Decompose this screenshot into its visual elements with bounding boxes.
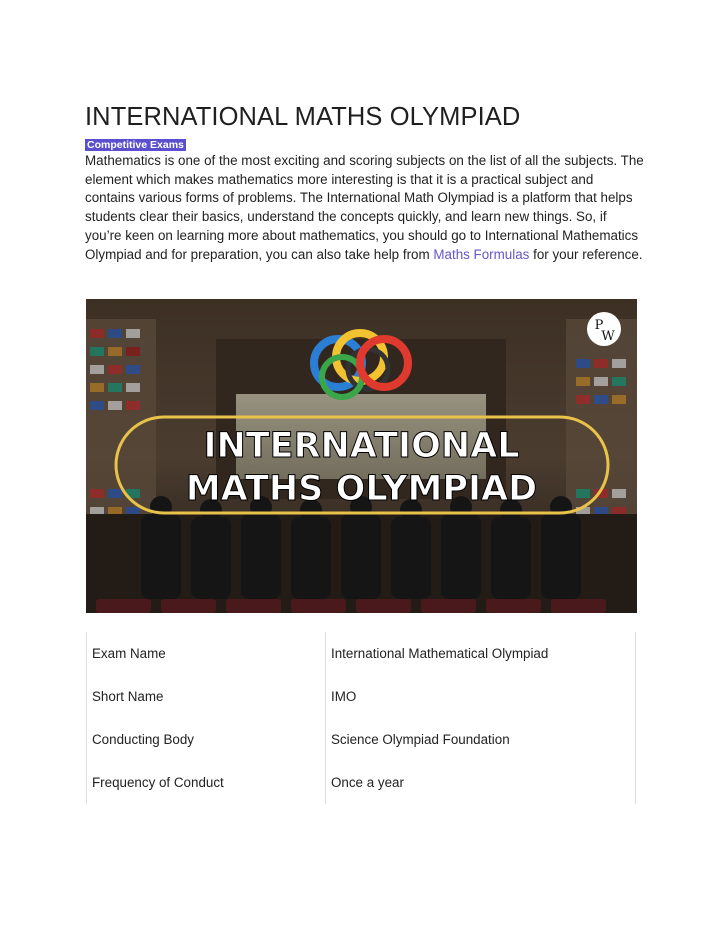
maths-formulas-link[interactable]: Maths Formulas bbox=[433, 246, 530, 262]
banner-headline-line2: MATHS OLYMPIAD bbox=[185, 469, 538, 509]
table-value-cell: Once a year bbox=[326, 761, 636, 804]
table-label-cell: Frequency of Conduct bbox=[87, 761, 326, 804]
table-row bbox=[87, 761, 636, 804]
banner-headline-line1: INTERNATIONAL bbox=[203, 426, 520, 466]
table-value-cell: IMO bbox=[326, 675, 636, 718]
table-label-cell: Short Name bbox=[87, 675, 326, 718]
table-label-cell: Exam Name bbox=[87, 632, 326, 675]
table-value-cell: International Mathematical Olympiad bbox=[326, 632, 636, 675]
svg-text:W: W bbox=[601, 329, 615, 344]
page-title: INTERNATIONAL MATHS OLYMPIAD bbox=[85, 103, 521, 131]
pw-logo-icon bbox=[587, 312, 621, 346]
table-row bbox=[87, 718, 636, 761]
table-row bbox=[87, 675, 636, 718]
category-tag[interactable]: Competitive Exams bbox=[87, 139, 184, 151]
olympiad-banner-image bbox=[86, 299, 637, 613]
intro-text: Mathematics is one of the most exciting and scoring subjects on the list of all the subjects. The element which makes mathematics more interesting is that it is a practical subject and contains various forms of problems. The International Math Olympiad is a platform that helps students clear their basics, understand the concepts quickly, and learn new things. So, if you’re keen on learning more about mathematics, you should go to International Mathematics Olympiad and for preparation, you can also take help from bbox=[85, 153, 644, 262]
intro-paragraph bbox=[85, 152, 645, 264]
exam-info-table bbox=[86, 632, 636, 804]
table-row bbox=[87, 632, 636, 675]
svg-text:P: P bbox=[594, 318, 604, 333]
table-label-cell: Conducting Body bbox=[87, 718, 326, 761]
table-value-cell: Science Olympiad Foundation bbox=[326, 718, 636, 761]
intro-tail: for your reference. bbox=[529, 246, 643, 262]
